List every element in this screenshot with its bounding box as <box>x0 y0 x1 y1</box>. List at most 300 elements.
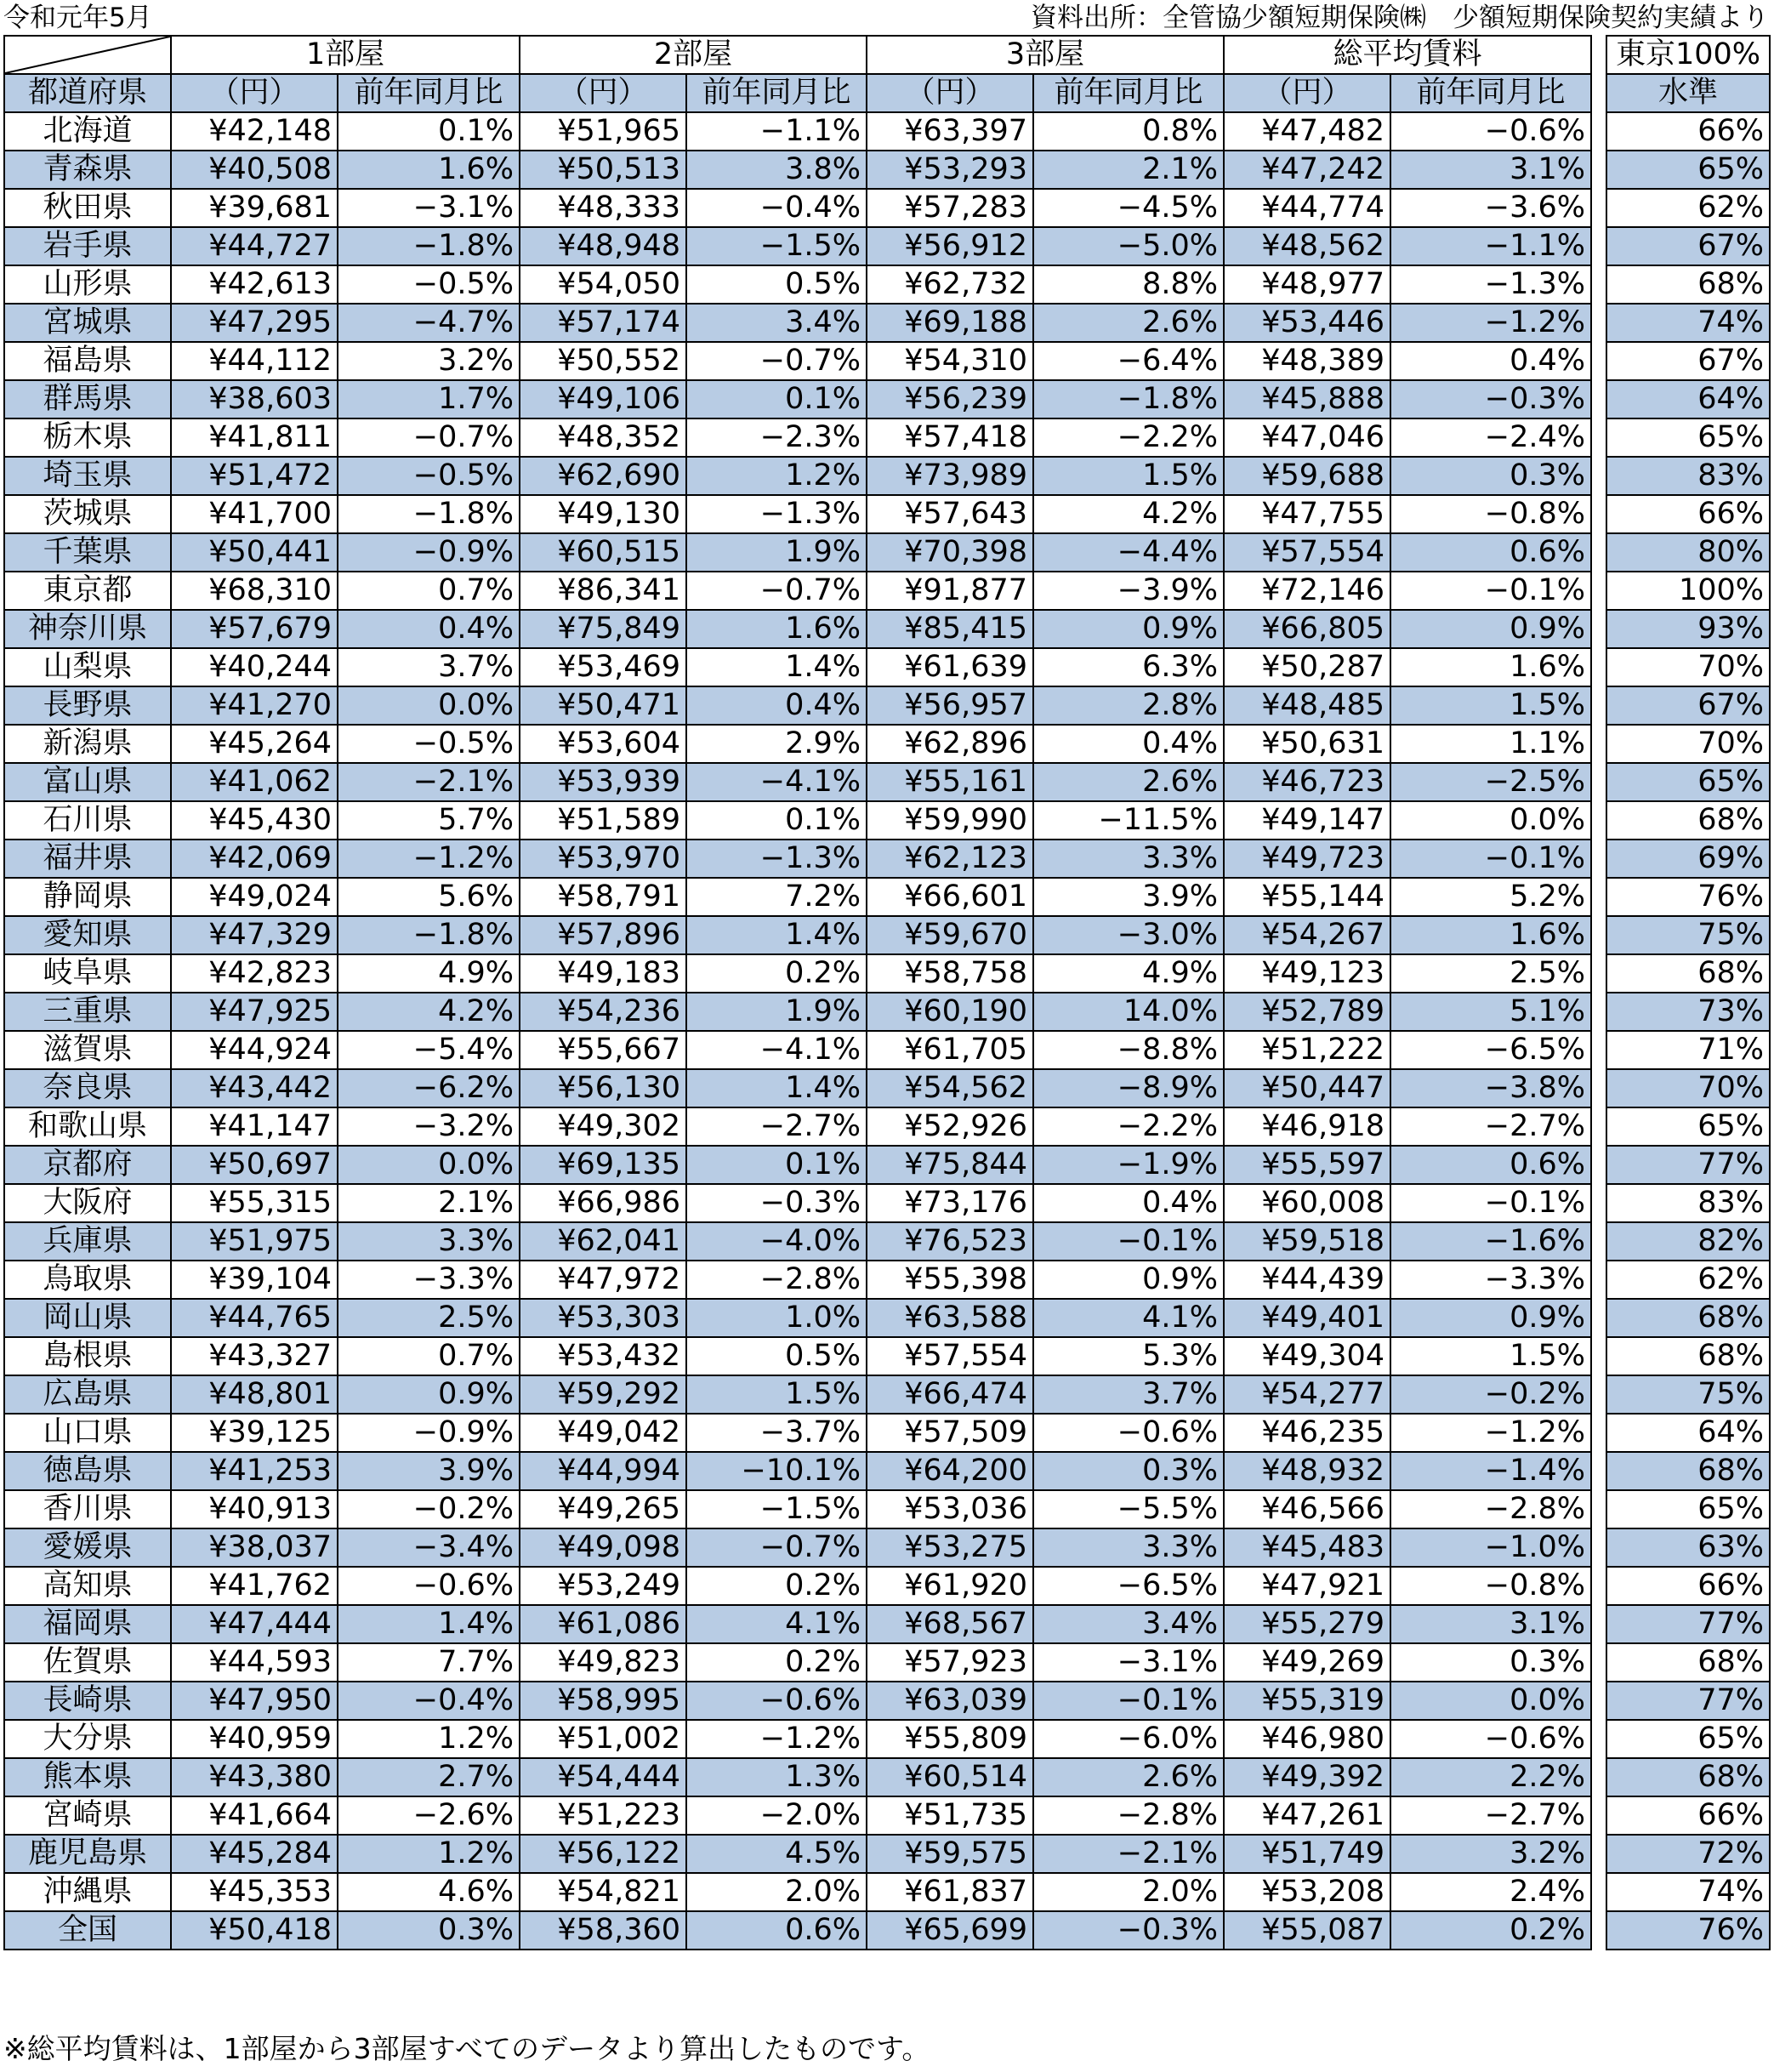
rent-1room-cell: ¥47,950 <box>171 1682 338 1720</box>
tokyo-index-cell: 65% <box>1606 151 1770 189</box>
prefecture-cell: 岡山県 <box>4 1299 171 1337</box>
yoy-3room-cell: 2.6% <box>1033 763 1224 801</box>
sub-header-yen: （円） <box>520 74 686 112</box>
rent-average-cell: ¥59,688 <box>1224 457 1390 495</box>
rent-1room-cell: ¥41,147 <box>171 1107 338 1146</box>
rent-3room-cell: ¥73,176 <box>867 1184 1033 1222</box>
tokyo-index-cell: 65% <box>1606 1720 1770 1758</box>
table-row <box>4 725 1770 763</box>
yoy-average-cell: 1.5% <box>1390 686 1591 725</box>
column-gap <box>1591 74 1606 112</box>
prefecture-cell: 岩手県 <box>4 227 171 265</box>
table-row <box>4 1796 1770 1835</box>
rent-1room-cell: ¥38,603 <box>171 380 338 418</box>
tokyo-index-cell: 66% <box>1606 1796 1770 1835</box>
rent-3room-cell: ¥63,397 <box>867 112 1033 151</box>
tokyo-index-cell: 77% <box>1606 1605 1770 1643</box>
table-row <box>4 1873 1770 1911</box>
rent-average-cell: ¥46,980 <box>1224 1720 1390 1758</box>
tokyo-index-cell: 83% <box>1606 457 1770 495</box>
yoy-3room-cell: −2.8% <box>1033 1796 1224 1835</box>
column-gap <box>1591 1835 1606 1873</box>
yoy-2room-cell: −0.7% <box>686 572 867 610</box>
table-row <box>4 304 1770 342</box>
rent-1room-cell: ¥41,664 <box>171 1796 338 1835</box>
tokyo-index-cell: 66% <box>1606 495 1770 533</box>
rent-average-cell: ¥55,087 <box>1224 1911 1390 1950</box>
rent-average-cell: ¥48,562 <box>1224 227 1390 265</box>
rent-2room-cell: ¥86,341 <box>520 572 686 610</box>
prefecture-cell: 埼玉県 <box>4 457 171 495</box>
prefecture-cell: 愛媛県 <box>4 1528 171 1567</box>
tokyo-index-cell: 68% <box>1606 265 1770 304</box>
column-gap <box>1591 1682 1606 1720</box>
rent-1room-cell: ¥40,913 <box>171 1490 338 1528</box>
rent-average-cell: ¥59,518 <box>1224 1222 1390 1261</box>
yoy-1room-cell: 4.6% <box>338 1873 520 1911</box>
yoy-2room-cell: 0.1% <box>686 380 867 418</box>
rent-3room-cell: ¥75,844 <box>867 1146 1033 1184</box>
rent-2room-cell: ¥75,849 <box>520 610 686 648</box>
rent-1room-cell: ¥39,104 <box>171 1261 338 1299</box>
rent-3room-cell: ¥63,588 <box>867 1299 1033 1337</box>
yoy-1room-cell: 4.9% <box>338 954 520 993</box>
yoy-3room-cell: 3.3% <box>1033 840 1224 878</box>
column-gap <box>1591 304 1606 342</box>
rent-2room-cell: ¥57,174 <box>520 304 686 342</box>
rent-2room-cell: ¥49,265 <box>520 1490 686 1528</box>
sub-header-yoy: 前年同月比 <box>338 74 520 112</box>
yoy-average-cell: −0.1% <box>1390 840 1591 878</box>
yoy-3room-cell: −3.0% <box>1033 916 1224 954</box>
yoy-average-cell: 5.1% <box>1390 993 1591 1031</box>
table-row <box>4 457 1770 495</box>
rent-2room-cell: ¥58,791 <box>520 878 686 916</box>
sub-header-yen: （円） <box>1224 74 1390 112</box>
table-row <box>4 1222 1770 1261</box>
yoy-average-cell: −3.3% <box>1390 1261 1591 1299</box>
column-gap <box>1591 610 1606 648</box>
rent-average-cell: ¥49,147 <box>1224 801 1390 840</box>
yoy-1room-cell: 4.2% <box>338 993 520 1031</box>
table-row <box>4 801 1770 840</box>
table-row <box>4 151 1770 189</box>
yoy-3room-cell: −6.4% <box>1033 342 1224 380</box>
tokyo-index-cell: 80% <box>1606 533 1770 572</box>
sub-header-yoy: 前年同月比 <box>1033 74 1224 112</box>
table-row <box>4 572 1770 610</box>
yoy-1room-cell: −1.2% <box>338 840 520 878</box>
yoy-3room-cell: −6.5% <box>1033 1567 1224 1605</box>
tokyo-index-cell: 74% <box>1606 1873 1770 1911</box>
yoy-3room-cell: 0.4% <box>1033 725 1224 763</box>
yoy-1room-cell: 2.7% <box>338 1758 520 1796</box>
prefecture-cell: 福島県 <box>4 342 171 380</box>
column-gap <box>1591 1222 1606 1261</box>
rent-3room-cell: ¥69,188 <box>867 304 1033 342</box>
rent-average-cell: ¥55,319 <box>1224 1682 1390 1720</box>
rent-average-cell: ¥45,483 <box>1224 1528 1390 1567</box>
prefecture-cell: 栃木県 <box>4 418 171 457</box>
rent-average-cell: ¥49,401 <box>1224 1299 1390 1337</box>
tokyo-index-cell: 71% <box>1606 1031 1770 1069</box>
rent-3room-cell: ¥91,877 <box>867 572 1033 610</box>
column-gap <box>1591 878 1606 916</box>
table-row <box>4 1414 1770 1452</box>
yoy-1room-cell: −3.2% <box>338 1107 520 1146</box>
rent-2room-cell: ¥57,896 <box>520 916 686 954</box>
rent-average-cell: ¥46,723 <box>1224 763 1390 801</box>
table-row <box>4 189 1770 227</box>
column-gap <box>1591 189 1606 227</box>
prefecture-cell: 青森県 <box>4 151 171 189</box>
yoy-2room-cell: 0.4% <box>686 686 867 725</box>
rent-3room-cell: ¥64,200 <box>867 1452 1033 1490</box>
yoy-1room-cell: −1.8% <box>338 495 520 533</box>
yoy-1room-cell: 2.5% <box>338 1299 520 1337</box>
yoy-2room-cell: 4.1% <box>686 1605 867 1643</box>
rent-3room-cell: ¥62,896 <box>867 725 1033 763</box>
yoy-2room-cell: −1.1% <box>686 112 867 151</box>
yoy-1room-cell: 5.7% <box>338 801 520 840</box>
yoy-1room-cell: 7.7% <box>338 1643 520 1682</box>
rent-3room-cell: ¥56,912 <box>867 227 1033 265</box>
tokyo-index-cell: 73% <box>1606 993 1770 1031</box>
rent-1room-cell: ¥39,125 <box>171 1414 338 1452</box>
rent-3room-cell: ¥62,123 <box>867 840 1033 878</box>
tokyo-index-cell: 68% <box>1606 1337 1770 1375</box>
rent-average-cell: ¥48,485 <box>1224 686 1390 725</box>
rent-3room-cell: ¥85,415 <box>867 610 1033 648</box>
rent-2room-cell: ¥62,041 <box>520 1222 686 1261</box>
rent-1room-cell: ¥45,430 <box>171 801 338 840</box>
column-gap <box>1591 457 1606 495</box>
rent-average-cell: ¥55,597 <box>1224 1146 1390 1184</box>
rent-3room-cell: ¥73,989 <box>867 457 1033 495</box>
yoy-average-cell: −0.3% <box>1390 380 1591 418</box>
yoy-1room-cell: −2.1% <box>338 763 520 801</box>
table-row <box>4 878 1770 916</box>
yoy-1room-cell: 1.4% <box>338 1605 520 1643</box>
table-row <box>4 227 1770 265</box>
yoy-average-cell: 3.1% <box>1390 151 1591 189</box>
tokyo-index-cell: 76% <box>1606 878 1770 916</box>
yoy-1room-cell: 3.7% <box>338 648 520 686</box>
column-gap <box>1591 1567 1606 1605</box>
column-gap <box>1591 1299 1606 1337</box>
table-row <box>4 1567 1770 1605</box>
column-gap <box>1591 1873 1606 1911</box>
table-row <box>4 916 1770 954</box>
rent-average-cell: ¥54,277 <box>1224 1375 1390 1414</box>
yoy-2room-cell: 2.9% <box>686 725 867 763</box>
column-gap <box>1591 495 1606 533</box>
rent-average-cell: ¥50,287 <box>1224 648 1390 686</box>
rent-average-cell: ¥49,123 <box>1224 954 1390 993</box>
table-row <box>4 1452 1770 1490</box>
rent-3room-cell: ¥51,735 <box>867 1796 1033 1835</box>
rent-1room-cell: ¥48,801 <box>171 1375 338 1414</box>
rent-3room-cell: ¥59,670 <box>867 916 1033 954</box>
rent-3room-cell: ¥61,920 <box>867 1567 1033 1605</box>
yoy-2room-cell: −4.1% <box>686 763 867 801</box>
yoy-average-cell: −1.0% <box>1390 1528 1591 1567</box>
rent-2room-cell: ¥59,292 <box>520 1375 686 1414</box>
rent-3room-cell: ¥53,036 <box>867 1490 1033 1528</box>
rent-2room-cell: ¥54,050 <box>520 265 686 304</box>
yoy-average-cell: 1.6% <box>1390 916 1591 954</box>
rent-2room-cell: ¥51,223 <box>520 1796 686 1835</box>
yoy-1room-cell: −0.7% <box>338 418 520 457</box>
rent-1room-cell: ¥41,253 <box>171 1452 338 1490</box>
column-gap <box>1591 1796 1606 1835</box>
rent-average-cell: ¥47,921 <box>1224 1567 1390 1605</box>
yoy-3room-cell: −4.5% <box>1033 189 1224 227</box>
diagonal-line <box>5 37 170 73</box>
yoy-3room-cell: 4.9% <box>1033 954 1224 993</box>
rent-1room-cell: ¥45,264 <box>171 725 338 763</box>
rent-1room-cell: ¥42,069 <box>171 840 338 878</box>
column-gap <box>1591 1643 1606 1682</box>
rent-1room-cell: ¥47,329 <box>171 916 338 954</box>
rent-1room-cell: ¥39,681 <box>171 189 338 227</box>
rent-3room-cell: ¥57,283 <box>867 189 1033 227</box>
yoy-1room-cell: 3.2% <box>338 342 520 380</box>
table-row <box>4 112 1770 151</box>
yoy-1room-cell: 0.9% <box>338 1375 520 1414</box>
table-row <box>4 1069 1770 1107</box>
column-gap <box>1591 801 1606 840</box>
yoy-2room-cell: 1.0% <box>686 1299 867 1337</box>
rent-2room-cell: ¥49,183 <box>520 954 686 993</box>
rent-2room-cell: ¥49,130 <box>520 495 686 533</box>
yoy-2room-cell: −0.3% <box>686 1184 867 1222</box>
table-row <box>4 1031 1770 1069</box>
rent-average-cell: ¥53,446 <box>1224 304 1390 342</box>
yoy-average-cell: 2.4% <box>1390 1873 1591 1911</box>
column-gap <box>1591 572 1606 610</box>
yoy-average-cell: −1.2% <box>1390 1414 1591 1452</box>
tokyo-index-cell: 67% <box>1606 227 1770 265</box>
rent-3room-cell: ¥55,161 <box>867 763 1033 801</box>
rent-3room-cell: ¥56,957 <box>867 686 1033 725</box>
yoy-2room-cell: 3.4% <box>686 304 867 342</box>
table-row <box>4 954 1770 993</box>
rent-average-cell: ¥72,146 <box>1224 572 1390 610</box>
sub-header-yoy: 前年同月比 <box>686 74 867 112</box>
yoy-average-cell: 0.4% <box>1390 342 1591 380</box>
prefecture-cell: 北海道 <box>4 112 171 151</box>
table-row <box>4 265 1770 304</box>
rent-3room-cell: ¥57,509 <box>867 1414 1033 1452</box>
column-gap <box>1591 418 1606 457</box>
rent-average-cell: ¥54,267 <box>1224 916 1390 954</box>
yoy-3room-cell: 2.6% <box>1033 304 1224 342</box>
table-row <box>4 1261 1770 1299</box>
column-gap <box>1591 1605 1606 1643</box>
prefecture-cell: 沖縄県 <box>4 1873 171 1911</box>
column-gap <box>1591 993 1606 1031</box>
national-total-row <box>4 1911 1770 1950</box>
rent-2room-cell: ¥58,360 <box>520 1911 686 1950</box>
yoy-2room-cell: 0.1% <box>686 801 867 840</box>
prefecture-cell: 鹿児島県 <box>4 1835 171 1873</box>
rent-1room-cell: ¥41,700 <box>171 495 338 533</box>
yoy-average-cell: 1.1% <box>1390 725 1591 763</box>
yoy-average-cell: −1.3% <box>1390 265 1591 304</box>
rent-average-cell: ¥57,554 <box>1224 533 1390 572</box>
yoy-3room-cell: −8.9% <box>1033 1069 1224 1107</box>
rent-3room-cell: ¥59,575 <box>867 1835 1033 1873</box>
column-gap <box>1591 1146 1606 1184</box>
yoy-1room-cell: −3.4% <box>338 1528 520 1567</box>
rent-1room-cell: ¥45,353 <box>171 1873 338 1911</box>
rent-3room-cell: ¥52,926 <box>867 1107 1033 1146</box>
rent-average-cell: ¥55,144 <box>1224 878 1390 916</box>
rent-2room-cell: ¥62,690 <box>520 457 686 495</box>
column-gap <box>1591 1911 1606 1950</box>
rent-2room-cell: ¥49,823 <box>520 1643 686 1682</box>
prefecture-cell: 山梨県 <box>4 648 171 686</box>
tokyo-index-cell: 70% <box>1606 725 1770 763</box>
yoy-3room-cell: 2.6% <box>1033 1758 1224 1796</box>
rent-1room-cell: ¥50,441 <box>171 533 338 572</box>
rent-average-cell: ¥47,482 <box>1224 112 1390 151</box>
rent-1room-cell: ¥41,811 <box>171 418 338 457</box>
rent-average-cell: ¥50,631 <box>1224 725 1390 763</box>
yoy-2room-cell: −4.0% <box>686 1222 867 1261</box>
yoy-average-cell: −1.6% <box>1390 1222 1591 1261</box>
rent-2room-cell: ¥66,986 <box>520 1184 686 1222</box>
rent-1room-cell: ¥55,315 <box>171 1184 338 1222</box>
yoy-3room-cell: 0.9% <box>1033 1261 1224 1299</box>
yoy-2room-cell: 1.9% <box>686 993 867 1031</box>
group-header-row <box>4 36 1770 74</box>
rent-3room-cell: ¥60,190 <box>867 993 1033 1031</box>
yoy-average-cell: −0.8% <box>1390 1567 1591 1605</box>
group-header-3room: 3部屋 <box>867 36 1224 74</box>
tokyo-index-cell: 67% <box>1606 342 1770 380</box>
prefecture-cell: 兵庫県 <box>4 1222 171 1261</box>
yoy-3room-cell: 8.8% <box>1033 265 1224 304</box>
column-gap <box>1591 342 1606 380</box>
rent-average-cell: ¥53,208 <box>1224 1873 1390 1911</box>
prefecture-cell: 山形県 <box>4 265 171 304</box>
yoy-3room-cell: 0.8% <box>1033 112 1224 151</box>
rent-3room-cell: ¥57,923 <box>867 1643 1033 1682</box>
rent-average-cell: ¥49,723 <box>1224 840 1390 878</box>
rent-2room-cell: ¥51,589 <box>520 801 686 840</box>
yoy-2room-cell: 1.2% <box>686 457 867 495</box>
prefecture-cell: 佐賀県 <box>4 1643 171 1682</box>
yoy-1room-cell: 1.6% <box>338 151 520 189</box>
yoy-2room-cell: 0.5% <box>686 265 867 304</box>
rent-1room-cell: ¥44,765 <box>171 1299 338 1337</box>
rent-3room-cell: ¥68,567 <box>867 1605 1033 1643</box>
yoy-1room-cell: −2.6% <box>338 1796 520 1835</box>
tokyo-index-cell: 83% <box>1606 1184 1770 1222</box>
rent-1room-cell: ¥42,823 <box>171 954 338 993</box>
tokyo-index-cell: 69% <box>1606 840 1770 878</box>
tokyo-index-cell: 62% <box>1606 189 1770 227</box>
prefecture-cell: 静岡県 <box>4 878 171 916</box>
rent-2room-cell: ¥54,821 <box>520 1873 686 1911</box>
tokyo-index-cell: 68% <box>1606 1758 1770 1796</box>
rent-1room-cell: ¥50,697 <box>171 1146 338 1184</box>
yoy-average-cell: −0.8% <box>1390 495 1591 533</box>
rent-3room-cell: ¥63,039 <box>867 1682 1033 1720</box>
rent-1room-cell: ¥42,148 <box>171 112 338 151</box>
yoy-2room-cell: −2.3% <box>686 418 867 457</box>
prefecture-cell: 鳥取県 <box>4 1261 171 1299</box>
rent-average-cell: ¥46,235 <box>1224 1414 1390 1452</box>
column-gap <box>1591 1184 1606 1222</box>
column-gap <box>1591 1758 1606 1796</box>
yoy-average-cell: −0.1% <box>1390 1184 1591 1222</box>
column-gap <box>1591 648 1606 686</box>
rent-3room-cell: ¥53,293 <box>867 151 1033 189</box>
sub-header-level: 水準 <box>1606 74 1770 112</box>
rent-1room-cell: ¥51,975 <box>171 1222 338 1261</box>
report-date: 令和元年5月 <box>3 3 152 33</box>
table-row <box>4 763 1770 801</box>
yoy-1room-cell: −0.5% <box>338 725 520 763</box>
rent-2room-cell: ¥53,303 <box>520 1299 686 1337</box>
rent-average-cell: ¥66,805 <box>1224 610 1390 648</box>
rent-average-cell: ¥50,447 <box>1224 1069 1390 1107</box>
column-gap <box>1591 112 1606 151</box>
yoy-3room-cell: 5.3% <box>1033 1337 1224 1375</box>
tokyo-index-cell: 68% <box>1606 801 1770 840</box>
prefecture-cell: 神奈川県 <box>4 610 171 648</box>
yoy-1room-cell: 1.2% <box>338 1720 520 1758</box>
yoy-1room-cell: −0.6% <box>338 1567 520 1605</box>
yoy-2room-cell: 1.9% <box>686 533 867 572</box>
rent-1room-cell: ¥44,593 <box>171 1643 338 1682</box>
yoy-2room-cell: 7.2% <box>686 878 867 916</box>
group-header-2room: 2部屋 <box>520 36 867 74</box>
prefecture-cell: 全国 <box>4 1911 171 1950</box>
yoy-2room-cell: 0.5% <box>686 1337 867 1375</box>
yoy-1room-cell: 0.4% <box>338 610 520 648</box>
rent-2room-cell: ¥47,972 <box>520 1261 686 1299</box>
tokyo-index-cell: 66% <box>1606 112 1770 151</box>
sub-header-yoy: 前年同月比 <box>1390 74 1591 112</box>
column-gap <box>1591 36 1606 74</box>
prefecture-cell: 大阪府 <box>4 1184 171 1222</box>
column-gap <box>1591 686 1606 725</box>
yoy-3room-cell: −2.2% <box>1033 418 1224 457</box>
yoy-3room-cell: 0.4% <box>1033 1184 1224 1222</box>
yoy-2room-cell: 1.5% <box>686 1375 867 1414</box>
yoy-3room-cell: 0.3% <box>1033 1452 1224 1490</box>
table-row <box>4 1184 1770 1222</box>
rent-2room-cell: ¥69,135 <box>520 1146 686 1184</box>
yoy-average-cell: −2.4% <box>1390 418 1591 457</box>
tokyo-index-cell: 70% <box>1606 1069 1770 1107</box>
rent-average-cell: ¥45,888 <box>1224 380 1390 418</box>
tokyo-index-cell: 76% <box>1606 1911 1770 1950</box>
prefecture-cell: 滋賀県 <box>4 1031 171 1069</box>
yoy-average-cell: 1.6% <box>1390 648 1591 686</box>
yoy-1room-cell: 0.0% <box>338 1146 520 1184</box>
tokyo-index-cell: 68% <box>1606 954 1770 993</box>
table-row <box>4 686 1770 725</box>
column-gap <box>1591 1375 1606 1414</box>
rent-3room-cell: ¥65,699 <box>867 1911 1033 1950</box>
rent-average-cell: ¥46,918 <box>1224 1107 1390 1146</box>
yoy-3room-cell: 3.3% <box>1033 1528 1224 1567</box>
